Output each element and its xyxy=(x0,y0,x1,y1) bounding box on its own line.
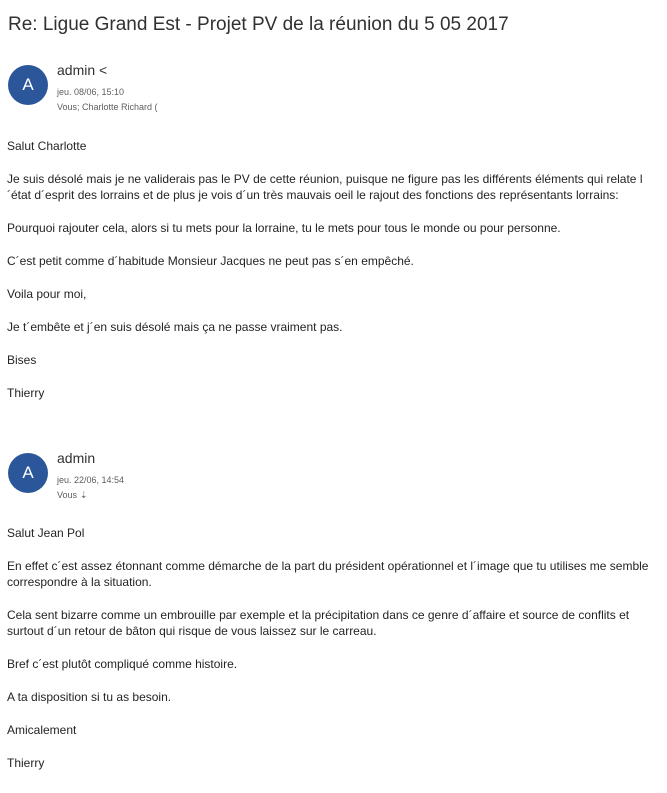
body-paragraph: Thierry xyxy=(7,756,45,770)
body-paragraph: Thierry xyxy=(7,386,45,400)
body-paragraph: Voila pour moi, xyxy=(7,287,87,301)
body-paragraph: Bref c´est plutôt compliqué comme histoire. xyxy=(7,657,238,671)
message-header[interactable] xyxy=(0,450,667,512)
message-date: jeu. 08/06, 15:10 xyxy=(57,87,125,97)
body-paragraph: Cela sent bizarre comme un embrouille par exemple et la précipitation dans ce genre d´affaire et source de conflits et surtout d´un retour de bâton qui risque de vous laissez sur le carreau. xyxy=(7,608,630,638)
sender-name[interactable]: admin xyxy=(57,450,96,466)
body-paragraph: En effet c´est assez étonnant comme démarche de la part du président opérationnel et l´image que tu utilises me semble correspondre à la situation. xyxy=(7,559,649,589)
message-1 xyxy=(0,62,667,400)
recipients-label: Vous; Charlotte Richard ( xyxy=(57,102,158,112)
body-paragraph: A ta disposition si tu as besoin. xyxy=(7,690,172,704)
avatar[interactable]: A xyxy=(8,65,48,105)
recipients-label: Vous xyxy=(57,490,78,500)
body-paragraph: Je t´embête et j´en suis désolé mais ça ne passe vraiment pas. xyxy=(7,320,343,334)
body-paragraph: Bises xyxy=(7,353,37,367)
body-paragraph: Je suis désolé mais je ne validerais pas le PV de cette réunion, puisque ne figure pas les différents éléments qui relate l´état d´esprit des lorrains et de plus je vois d´un très mauvais oeil le rajout des fonctions des représentants lorrains: xyxy=(7,172,643,202)
email-subject: Re: Ligue Grand Est - Projet PV de la réunion du 5 05 2017 xyxy=(8,14,509,35)
message-header[interactable] xyxy=(0,62,667,124)
body-paragraph: Salut Charlotte xyxy=(7,139,87,153)
body-paragraph: Amicalement xyxy=(7,723,77,737)
recipients[interactable] xyxy=(57,490,88,501)
recipients[interactable] xyxy=(57,102,158,112)
message-body xyxy=(7,525,657,788)
body-paragraph: C´est petit comme d´habitude Monsieur Jacques ne peut pas s´en empêché. xyxy=(7,254,414,268)
body-paragraph: Salut Jean Pol xyxy=(7,526,85,540)
body-paragraph: Pourquoi rajouter cela, alors si tu mets pour la lorraine, tu le mets pour tous le monde ou pour personne. xyxy=(7,221,561,235)
sender-name[interactable]: admin < xyxy=(57,62,108,78)
message-2 xyxy=(0,450,667,770)
avatar[interactable]: A xyxy=(8,453,48,493)
message-body xyxy=(7,138,657,418)
chevron-double-down-icon[interactable]: ⇣ xyxy=(80,490,88,500)
message-date: jeu. 22/06, 14:54 xyxy=(57,475,125,485)
